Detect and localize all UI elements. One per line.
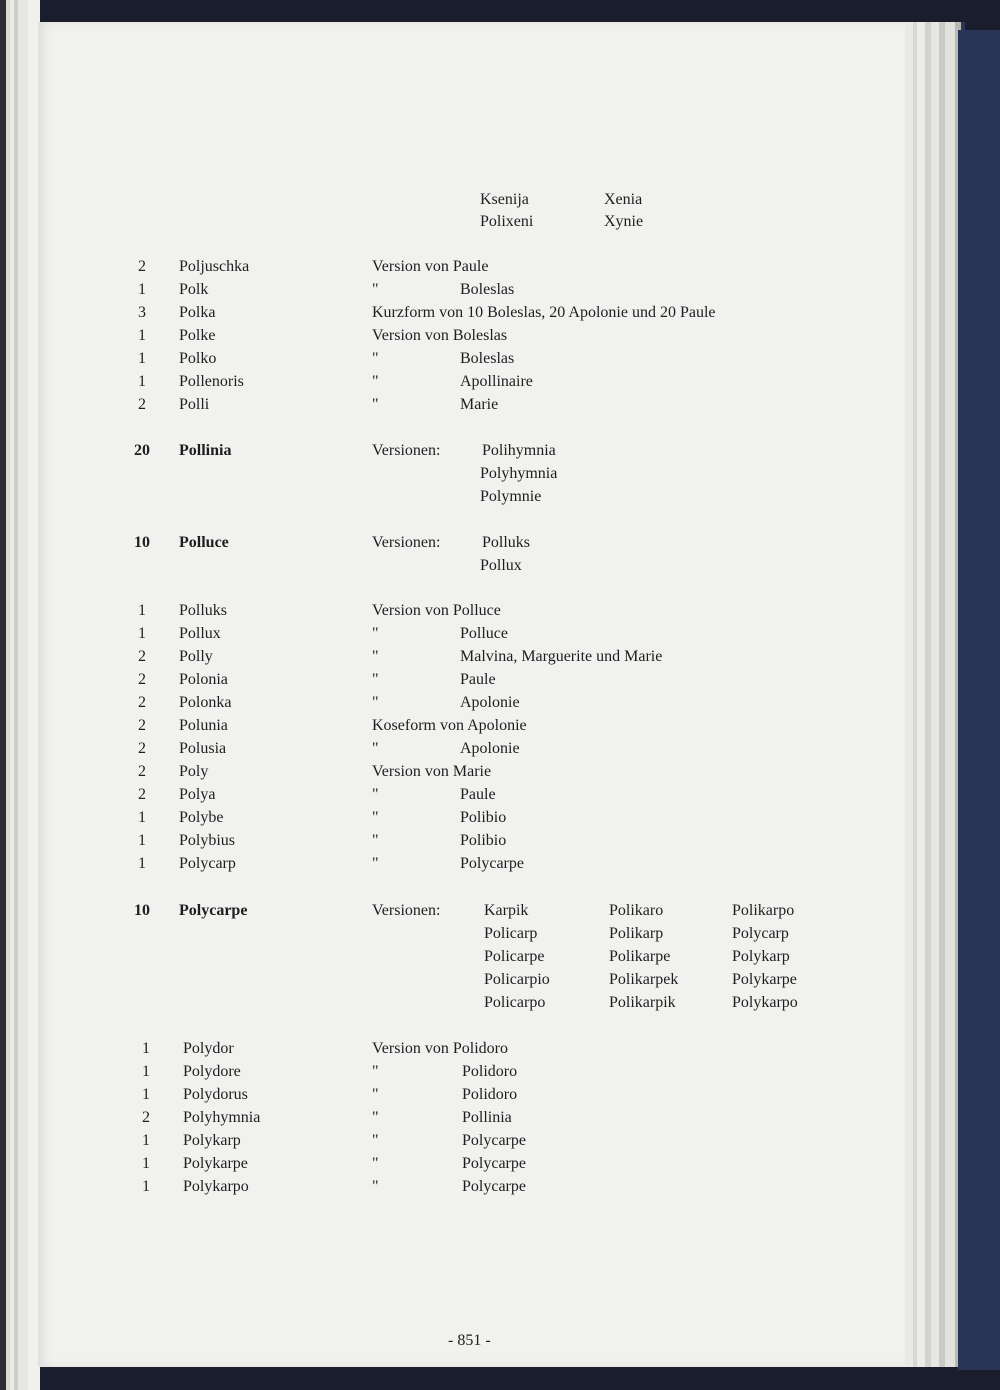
entry-description: " [372, 350, 379, 367]
entry-count: 1 [138, 855, 146, 872]
entry-description: " [372, 740, 379, 757]
entry-name: Pollinia [179, 442, 232, 459]
entry-count: 1 [142, 1086, 150, 1103]
entry-name: Polydore [183, 1063, 241, 1080]
entry-description: " [372, 855, 379, 872]
entry-description: " [372, 1109, 379, 1126]
entry-description: Versionen: [372, 442, 441, 459]
entry-name: Polydorus [183, 1086, 248, 1103]
entry-count: 1 [142, 1178, 150, 1195]
left-page-edge [0, 0, 40, 1390]
right-page-stack [905, 22, 965, 1367]
entry-count: 3 [138, 304, 146, 321]
entry-name: Polyhymnia [183, 1109, 261, 1126]
entry-count: 1 [138, 281, 146, 298]
entry-description: Version von Marie [372, 763, 492, 780]
entry-description: " [372, 396, 379, 413]
entry-variant: Polycarpe [462, 1155, 526, 1172]
entry-variant: Apollinaire [460, 373, 533, 390]
entry-count: 2 [138, 740, 146, 757]
entry-count: 2 [138, 763, 146, 780]
entry-variant: Polycarp [732, 925, 789, 942]
entry-name: Polko [179, 350, 217, 367]
entry-description: " [372, 694, 379, 711]
entry-count: 10 [134, 902, 150, 919]
page-number: - 851 - [448, 1332, 491, 1349]
entry-variant: Polibio [460, 832, 507, 849]
book-cover [958, 30, 1000, 1370]
entry-description: " [372, 373, 379, 390]
entry-name: Polykarp [183, 1132, 241, 1149]
entry-description: " [372, 809, 379, 826]
entry-variant: Karpik [484, 902, 529, 919]
entry-description: Version von Polidoro [372, 1040, 508, 1057]
entry-variant: Polibio [460, 809, 507, 826]
entry-variant: Apolonie [460, 694, 520, 711]
entry-name: Polk [179, 281, 209, 298]
entry-description: " [372, 786, 379, 803]
entry-name: Polycarp [179, 855, 236, 872]
entry-description: Version von Polluce [372, 602, 501, 619]
entry-description: " [372, 671, 379, 688]
entry-description: " [372, 1086, 379, 1103]
entry-description: Version von Paule [372, 258, 489, 275]
entry-count: 2 [138, 694, 146, 711]
entry-variant: Paule [460, 786, 496, 803]
entry-variant: Polycarpe [462, 1178, 526, 1195]
entry-variant: Boleslas [460, 281, 515, 298]
entry-name: Polya [179, 786, 216, 803]
entry-count: 1 [138, 809, 146, 826]
entry-variant: Pollinia [462, 1109, 512, 1126]
entry-variant: Boleslas [460, 350, 515, 367]
entry-variant: Policarp [484, 925, 538, 942]
entry-variant: Policarpe [484, 948, 545, 965]
entry-variant: Polidoro [462, 1063, 518, 1080]
entry-count: 2 [138, 258, 146, 275]
entry-name: Polunia [179, 717, 228, 734]
entry-description: Versionen: [372, 902, 441, 919]
entry-variant: Polikarpek [609, 971, 679, 988]
entry-name: Polonia [179, 671, 228, 688]
entry-variant: Polikarpik [609, 994, 676, 1011]
entry-variant: Xynie [604, 213, 644, 230]
entry-variant: Malvina, Marguerite und Marie [460, 648, 663, 665]
entry-variant: Polidoro [462, 1086, 518, 1103]
entry-description: " [372, 832, 379, 849]
entry-name: Polycarpe [179, 902, 248, 919]
entry-count: 1 [138, 373, 146, 390]
entry-variant: Policarpo [484, 994, 546, 1011]
entry-variant: Polycarpe [460, 855, 524, 872]
entry-variant: Apolonie [460, 740, 520, 757]
entry-count: 1 [138, 625, 146, 642]
entry-variant: Paule [460, 671, 496, 688]
entry-description: " [372, 281, 379, 298]
entry-description: " [372, 648, 379, 665]
entry-count: 1 [138, 832, 146, 849]
entry-name: Polluks [179, 602, 228, 619]
entry-name: Polydor [183, 1040, 234, 1057]
entry-variant: Polykarp [732, 948, 790, 965]
entry-name: Polke [179, 327, 216, 344]
entry-variant: Polluks [482, 534, 531, 551]
entry-name: Polli [179, 396, 210, 413]
entry-variant: Polikarpo [732, 902, 795, 919]
entry-count: 1 [138, 327, 146, 344]
entry-count: 1 [142, 1063, 150, 1080]
entry-description: " [372, 625, 379, 642]
entry-description: Koseform von Apolonie [372, 717, 527, 734]
entry-name: Polka [179, 304, 216, 321]
entry-description: " [372, 1155, 379, 1172]
entry-count: 2 [138, 396, 146, 413]
entry-name: Polonka [179, 694, 232, 711]
entry-count: 20 [134, 442, 150, 459]
entry-description: Kurzform von 10 Boleslas, 20 Apolonie und 20 Paule [372, 304, 716, 321]
entry-variant: Polyhymnia [480, 465, 558, 482]
entry-description: " [372, 1132, 379, 1149]
entry-variant: Polikarp [609, 925, 664, 942]
entry-name: Polybius [179, 832, 236, 849]
entry-name: Pollux [179, 625, 221, 642]
entry-count: 2 [138, 671, 146, 688]
entry-count: 1 [138, 350, 146, 367]
entry-variant: Polymnie [480, 488, 542, 505]
entry-variant: Polykarpo [732, 994, 798, 1011]
entry-description: Version von Boleslas [372, 327, 508, 344]
entry-name: Polykarpe [183, 1155, 248, 1172]
entry-description: " [372, 1063, 379, 1080]
entry-count: 1 [138, 602, 146, 619]
entry-variant: Policarpio [484, 971, 550, 988]
entry-name: Polybe [179, 809, 224, 826]
entry-count: 2 [142, 1109, 150, 1126]
entry-count: 2 [138, 786, 146, 803]
entry-variant: Pollux [480, 557, 522, 574]
entry-description: " [372, 1178, 379, 1195]
entry-variant: Xenia [604, 191, 643, 208]
entry-count: 2 [138, 648, 146, 665]
entry-description: Versionen: [372, 534, 441, 551]
entry-variant: Polycarpe [462, 1132, 526, 1149]
entry-count: 10 [134, 534, 150, 551]
entry-name: Polykarpo [183, 1178, 249, 1195]
entry-variant: Polikaro [609, 902, 664, 919]
entry-name: Polluce [179, 534, 229, 551]
entry-name: Poly [179, 763, 209, 780]
entry-variant: Ksenija [480, 191, 529, 208]
entry-name: Polly [179, 648, 213, 665]
entry-variant: Polikarpe [609, 948, 671, 965]
entry-variant: Polluce [460, 625, 508, 642]
entry-name: Pollenoris [179, 373, 244, 390]
entry-variant: Polixeni [480, 213, 534, 230]
entry-variant: Marie [460, 396, 499, 413]
entry-variant: Polykarpe [732, 971, 797, 988]
entry-name: Poljuschka [179, 258, 250, 275]
entry-count: 1 [142, 1155, 150, 1172]
entry-count: 2 [138, 717, 146, 734]
entry-name: Polusia [179, 740, 227, 757]
entry-variant: Polihymnia [482, 442, 556, 459]
entry-count: 1 [142, 1040, 150, 1057]
entry-count: 1 [142, 1132, 150, 1149]
